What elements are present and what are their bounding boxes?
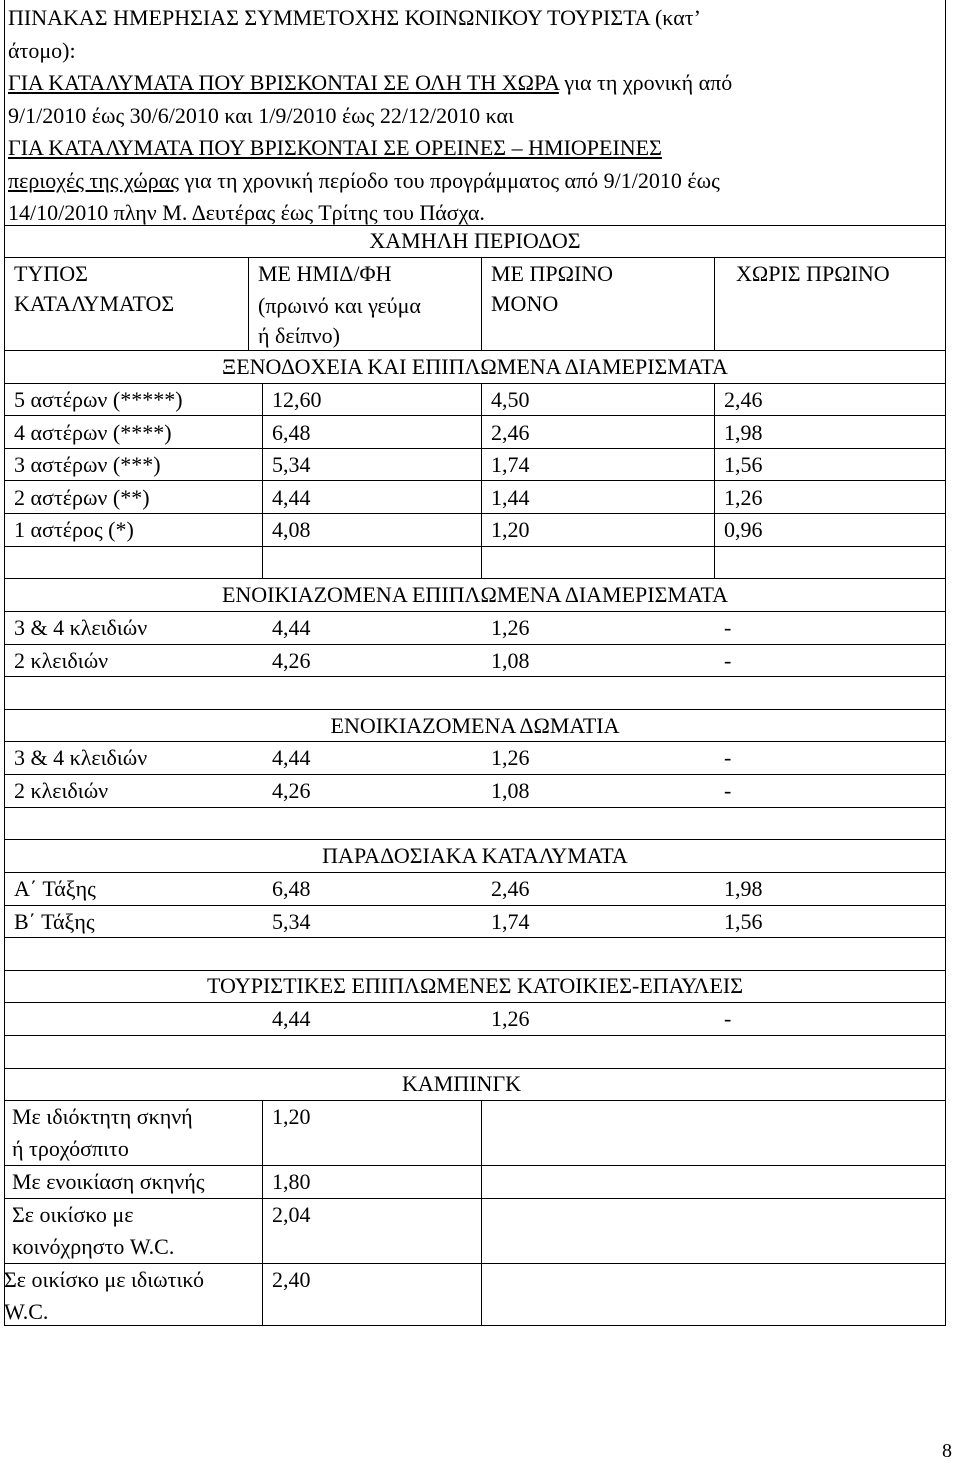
section-title-camping: ΚΑΜΠΙΝΓΚ	[402, 1071, 522, 1096]
cell-type: 2 αστέρων (**)	[14, 484, 150, 510]
col-divider	[262, 383, 263, 546]
col-divider	[481, 383, 482, 546]
row-divider	[4, 1002, 946, 1003]
col-header-breakfast: ΜΟΝΟ	[491, 291, 559, 316]
cell-type: 1 αστέρος (*)	[14, 517, 134, 543]
cell-no-breakfast: 1,98	[724, 419, 763, 445]
cell-halfboard: 4,08	[272, 517, 311, 543]
col-header-breakfast: ΜΕ ΠΡΩΙΝΟ	[491, 261, 614, 286]
period-title: ΧΑΜΗΛΗ ΠΕΡΙΟΔΟΣ	[369, 228, 581, 253]
cell-type: 2 κλειδιών	[14, 647, 109, 673]
row-divider	[4, 807, 946, 808]
col-divider	[248, 257, 249, 350]
cell-halfboard: 12,60	[272, 387, 322, 412]
cell-halfboard: 4,44	[272, 484, 311, 510]
cell-no-breakfast: -	[724, 615, 732, 640]
cell-type: 3 & 4 κλειδιών	[14, 745, 148, 770]
cell-halfboard: 4,44	[272, 615, 311, 640]
cell-no-breakfast: -	[724, 777, 732, 803]
camping-type: Σε οικίσκο με ιδιωτικό	[4, 1267, 205, 1292]
row-divider	[4, 644, 946, 645]
cell-breakfast: 1,44	[491, 484, 530, 510]
row-divider	[4, 676, 946, 677]
col-divider	[714, 546, 715, 578]
section-title-traditional: ΠΑΡΑΔΟΣΙΑΚΑ ΚΑΤΑΛΥΜΑΤΑ	[322, 843, 628, 868]
row-divider	[4, 872, 946, 873]
villas-no-breakfast: -	[724, 1006, 732, 1031]
section-title-hotels: ΞΕΝΟΔΟΧΕΙΑ ΚΑΙ ΕΠΙΠΛΩΜΕΝΑ ΔΙΑΜΕΡΙΣΜΑΤΑ	[222, 354, 728, 379]
row-divider	[4, 774, 946, 775]
intro-text-rest: για τη χρονική από	[558, 70, 733, 95]
cell-breakfast: 2,46	[491, 876, 530, 901]
col-divider	[714, 383, 715, 546]
row-divider	[4, 1198, 946, 1199]
col-divider	[481, 257, 482, 350]
camping-type: Σε οικίσκο με	[12, 1202, 134, 1227]
intro-line	[8, 165, 928, 198]
col-divider	[262, 1100, 263, 1326]
intro-line: ΠΙΝΑΚΑΣ ΗΜΕΡΗΣΙΑΣ ΣΥΜΜΕΤΟΧΗΣ ΚΟΙΝΩΝΙΚΟΥ ΤΟΥΡΙΣΤΑ (κατ’	[8, 5, 701, 30]
row-divider	[4, 905, 946, 906]
col-header-no-breakfast: ΧΩΡΙΣ ΠΡΩΙΝΟ	[736, 261, 890, 286]
row-divider	[4, 937, 946, 938]
camping-value: 1,20	[272, 1104, 311, 1129]
col-divider	[714, 257, 715, 350]
camping-type: ή τροχόσπιτο	[12, 1136, 129, 1161]
cell-halfboard: 4,44	[272, 745, 311, 770]
cell-type: 4 αστέρων (****)	[14, 419, 172, 445]
cell-no-breakfast: 1,56	[724, 452, 763, 478]
col-header-type: ΤΥΠΟΣ	[14, 261, 88, 286]
cell-breakfast: 2,46	[491, 419, 530, 445]
row-divider	[4, 1035, 946, 1036]
cell-type: 3 & 4 κλειδιών	[14, 615, 148, 640]
cell-no-breakfast: 2,46	[724, 387, 763, 412]
camping-type: W.C.	[4, 1299, 49, 1324]
cell-breakfast: 1,26	[491, 745, 530, 770]
cell-no-breakfast: -	[724, 745, 732, 770]
camping-type: Με ιδιόκτητη σκηνή	[12, 1104, 193, 1129]
cell-type: 5 αστέρων (*****)	[14, 387, 183, 412]
intro-text	[8, 2, 928, 230]
section-title-villas: ΤΟΥΡΙΣΤΙΚΕΣ ΕΠΙΠΛΩΜΕΝΕΣ ΚΑΤΟΙΚΙΕΣ-ΕΠΑΥΛΕΙΣ	[206, 973, 744, 998]
camping-type: Με ενοικίαση σκηνής	[12, 1169, 205, 1194]
page-number: 8	[942, 1440, 952, 1462]
cell-halfboard: 4,26	[272, 647, 311, 673]
col-header-halfboard: ή δείπνο)	[258, 323, 340, 348]
intro-line	[8, 67, 928, 100]
cell-type: 3 αστέρων (***)	[14, 452, 161, 478]
cell-breakfast: 1,08	[491, 647, 530, 673]
section-title-rooms: ΕΝΟΙΚΙΑΖΟΜΕΝΑ ΔΩΜΑΤΙΑ	[330, 713, 620, 738]
cell-halfboard: 5,34	[272, 908, 311, 934]
cell-breakfast: 1,08	[491, 777, 530, 803]
col-header-halfboard: (πρωινό και γεύμα	[258, 293, 421, 318]
cell-no-breakfast: -	[724, 647, 732, 673]
col-divider	[262, 546, 263, 578]
villas-halfboard: 4,44	[272, 1006, 311, 1031]
cell-type: 2 κλειδιών	[14, 777, 109, 803]
cell-breakfast: 1,20	[491, 517, 530, 543]
col-header-halfboard: ΜΕ ΗΜΙΔ/ΦΗ	[258, 261, 392, 286]
camping-value: 2,40	[272, 1267, 311, 1292]
intro-underlined: περιοχές της χώρας	[8, 167, 179, 193]
cell-halfboard: 6,48	[272, 419, 311, 445]
cell-no-breakfast: 1,98	[724, 876, 763, 901]
villas-breakfast: 1,26	[491, 1006, 530, 1031]
cell-breakfast: 1,26	[491, 615, 530, 640]
intro-line: άτομο):	[8, 37, 76, 63]
camping-type: κοινόχρηστο W.C.	[12, 1234, 175, 1259]
intro-line: 14/10/2010 πλην Μ. Δευτέρας έως Τρίτης του Πάσχα.	[8, 200, 485, 225]
cell-no-breakfast: 1,56	[724, 908, 763, 934]
cell-type: Α΄ Τάξης	[14, 876, 96, 901]
camping-value: 2,04	[272, 1202, 311, 1227]
cell-breakfast: 1,74	[491, 908, 530, 934]
cell-halfboard: 5,34	[272, 452, 311, 478]
intro-underlined: ΓΙΑ ΚΑΤΑΛΥΜΑΤΑ ΠΟΥ ΒΡΙΣΚΟΝΤΑΙ ΣΕ ΟΛΗ ΤΗ ΧΩΡΑ	[8, 70, 559, 95]
cell-no-breakfast: 0,96	[724, 517, 763, 543]
intro-line: 9/1/2010 έως 30/6/2010 και 1/9/2010 έως 22/12/2010 και	[8, 102, 514, 128]
cell-breakfast: 1,74	[491, 452, 530, 478]
cell-no-breakfast: 1,26	[724, 484, 763, 510]
intro-line	[8, 132, 928, 165]
cell-halfboard: 6,48	[272, 876, 311, 901]
camping-value: 1,80	[272, 1169, 311, 1194]
cell-halfboard: 4,26	[272, 777, 311, 803]
section-title-apartments: ΕΝΟΙΚΙΑΖΟΜΕΝΑ ΕΠΙΠΛΩΜΕΝΑ ΔΙΑΜΕΡΙΣΜΑΤΑ	[221, 582, 729, 607]
intro-text-rest: για τη χρονική περίοδο του προγράμματος από 9/1/2010 έως	[179, 167, 720, 193]
row-divider	[4, 546, 946, 547]
col-header-type: ΚΑΤΑΛΥΜΑΤΟΣ	[14, 291, 175, 316]
intro-underlined: ΓΙΑ ΚΑΤΑΛΥΜΑΤΑ ΠΟΥ ΒΡΙΣΚΟΝΤΑΙ ΣΕ ΟΡΕΙΝΕΣ – ΗΜΙΟΡΕΙΝΕΣ	[8, 135, 662, 160]
col-divider	[481, 546, 482, 578]
cell-breakfast: 4,50	[491, 387, 530, 412]
col-divider	[481, 1100, 482, 1326]
cell-type: Β΄ Τάξης	[14, 908, 95, 934]
